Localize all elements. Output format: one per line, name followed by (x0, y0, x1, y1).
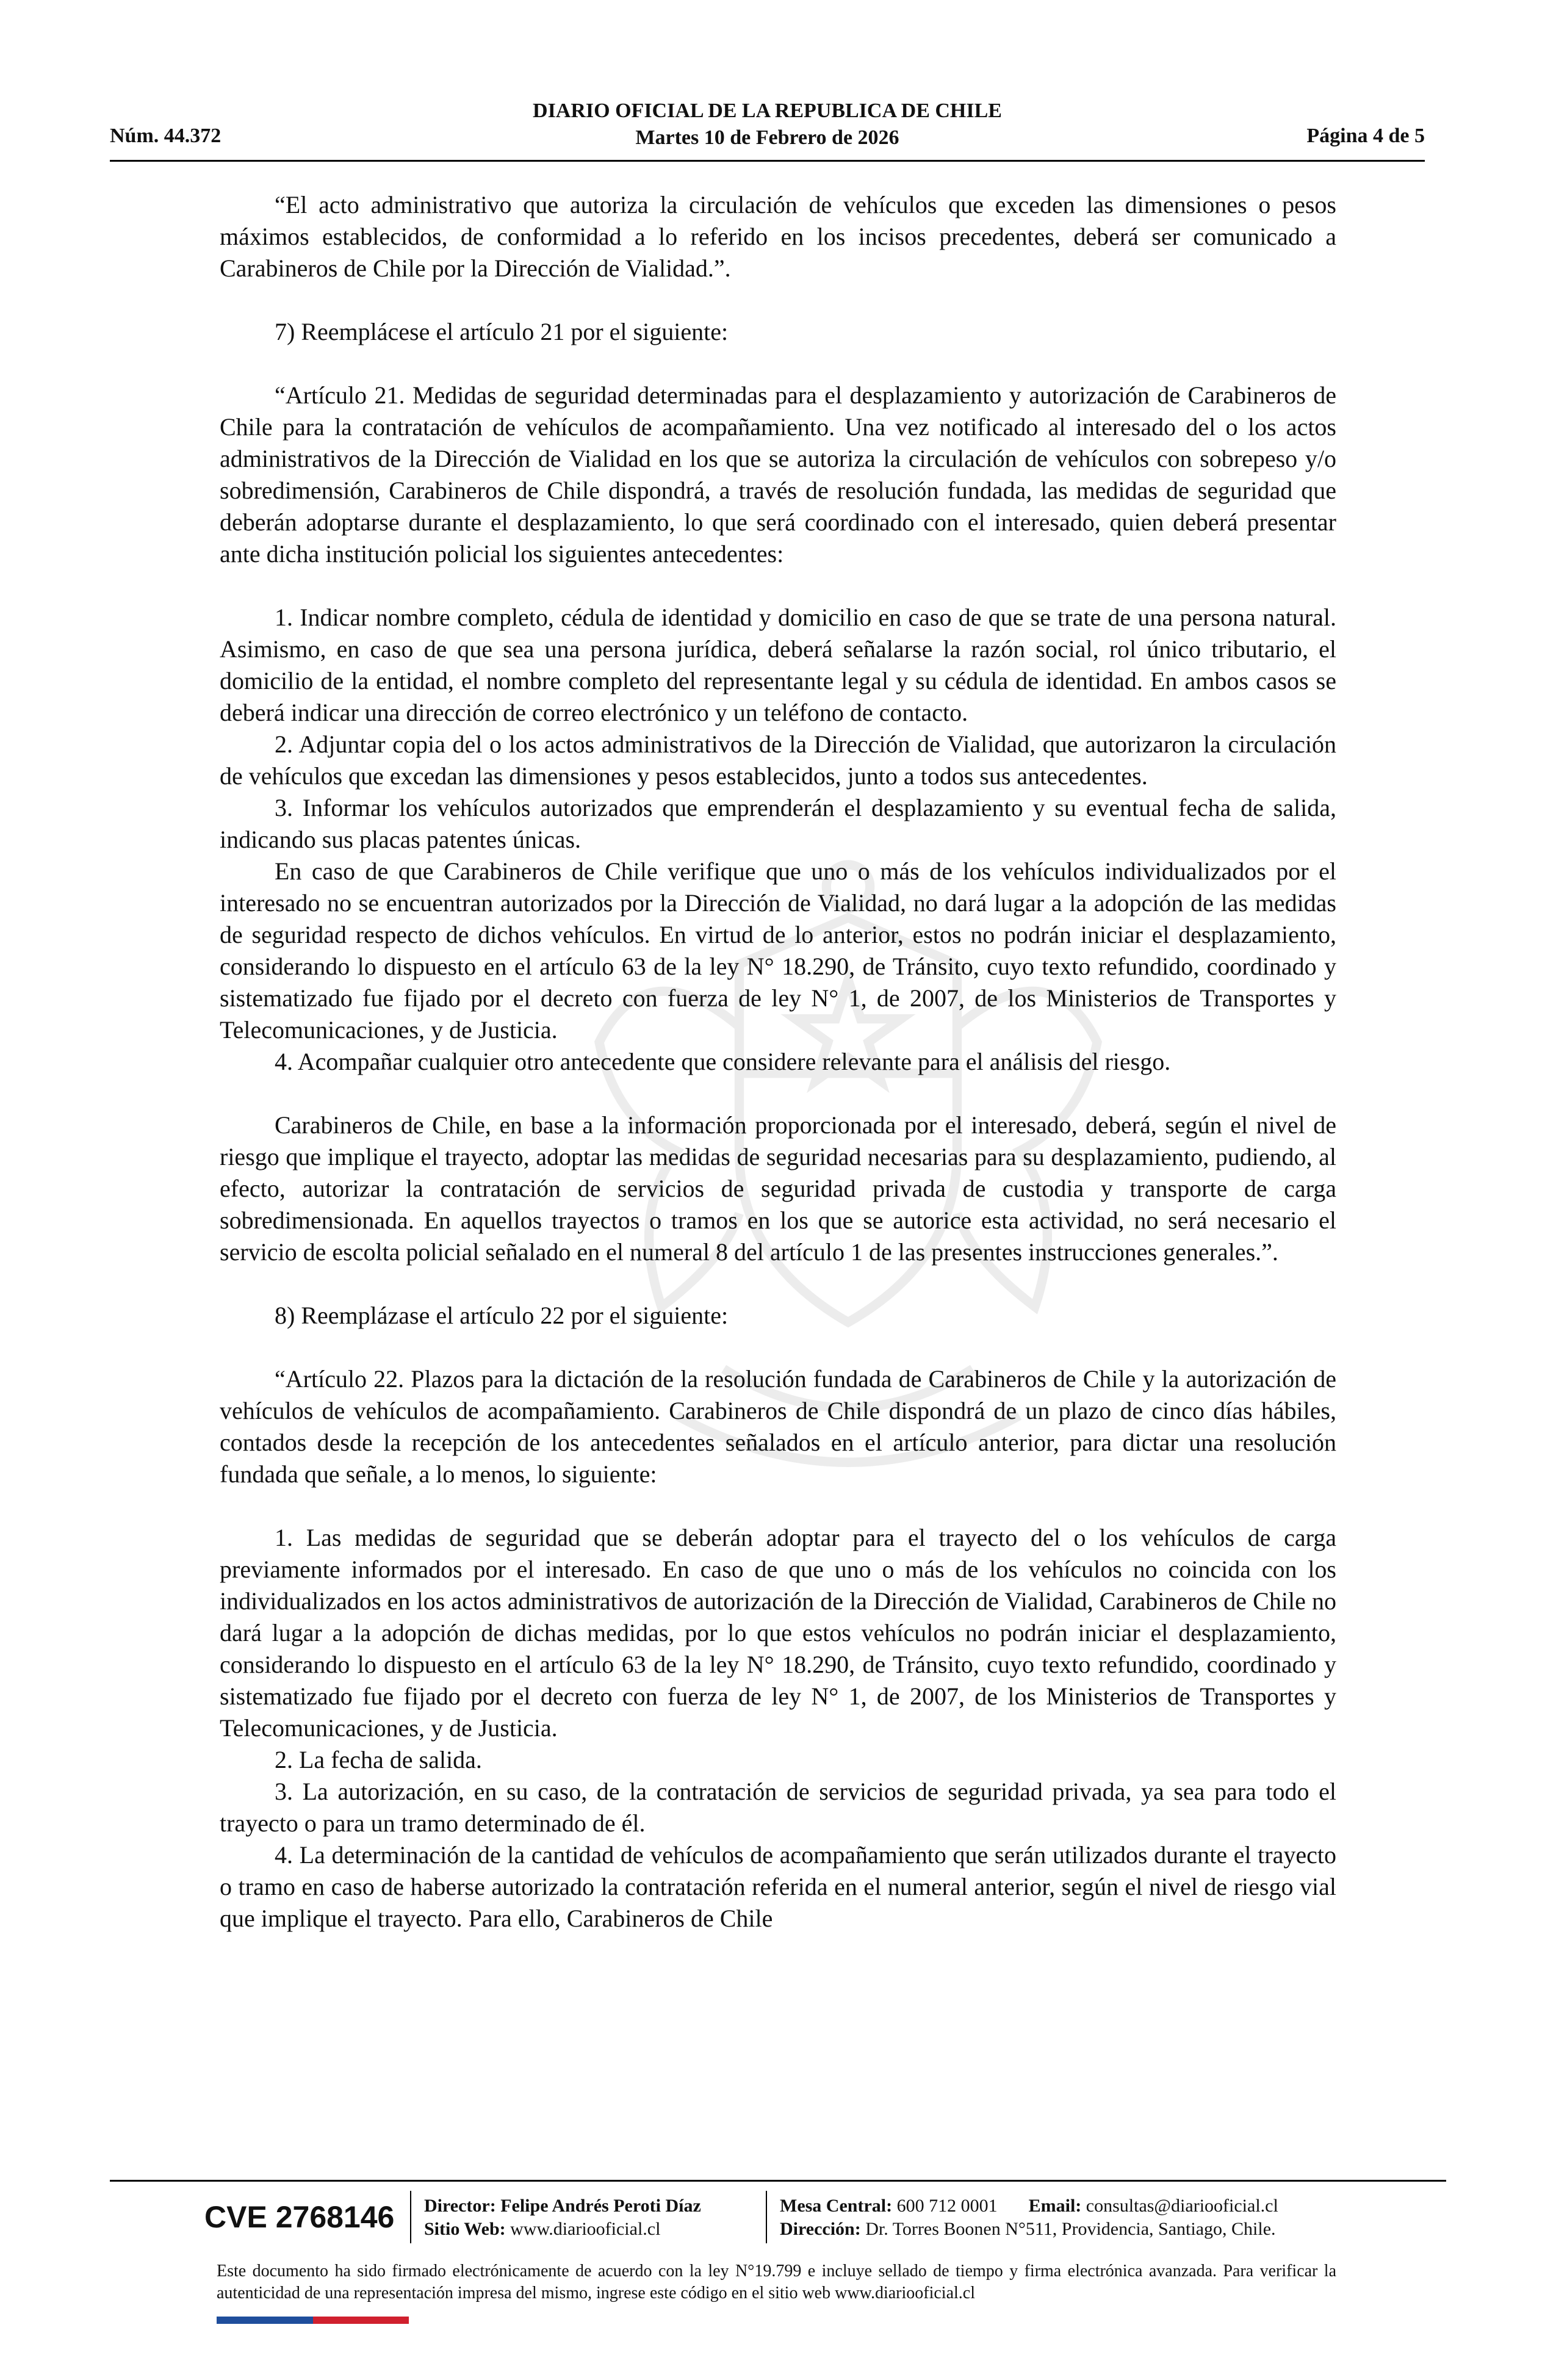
paragraph: “El acto administrativo que autoriza la circulación de vehículos que exceden las dimensiones o pesos máximos establecidos, de conformidad a lo referido en los incisos precedentes, deberá ser comunicado a Carabineros de Chile por la Dirección de Vialidad.”. (220, 191, 1336, 282)
page-header (110, 92, 1425, 160)
address-label: Dirección: (780, 2219, 861, 2239)
paragraph: 8) Reemplázase el artículo 22 por el siguiente: (275, 1302, 729, 1329)
list-item: 1. Las medidas de seguridad que se deberán adoptar para el trayecto del o los vehículos de carga previamente informados por el interesado. En caso de que uno o más de los vehículos no coincida con los individualizados en los actos administrativos de autorización de la Dirección de Vialidad, Carabineros de Chile no dará lugar a la adopción de dichas medidas, por lo que estos vehículos no podrán iniciar el desplazamiento, considerando lo dispuesto en el artículo 63 de la ley N° 18.290, de Tránsito, cuyo texto refundido, coordinado y sistematizado fue fijado por el decreto con fuerza de ley N° 1, de 2007, de los Ministerios de Transportes y Telecomunicaciones, y de Justicia. (220, 1524, 1336, 1742)
stripe-blue (217, 2317, 313, 2324)
list-item: 1. Indicar nombre completo, cédula de identidad y domicilio en caso de que se trate de una persona natural. Asimismo, en caso de que sea una persona jurídica, deberá señalarse la razón social, rol único tributario, el domicilio de la entidad, el nombre completo del representante legal y su cédula de identidad. En ambos casos se deberá indicar una dirección de correo electrónico y un teléfono de contacto. (220, 604, 1336, 726)
publication-title: DIARIO OFICIAL DE LA REPUBLICA DE CHILE (533, 99, 1002, 122)
footer-separator (766, 2191, 767, 2243)
list-item: 4. Acompañar cualquier otro antecedente que considere relevante para el análisis del riesgo. (275, 1048, 1171, 1075)
list-item: 4. La determinación de la cantidad de vehículos de acompañamiento que serán utilizados durante el trayecto o tramo en caso de haberse autorizado la contratación referida en el numeral anterior, según el nivel de riesgo vial que implique el trayecto. Para ello, Carabineros de Chile (220, 1841, 1336, 1932)
paragraph: “Artículo 21. Medidas de seguridad determinadas para el desplazamiento y autorización de Carabineros de Chile para la contratación de vehículos de acompañamiento. Una vez notificado al interesado del o los actos administrativos de la Dirección de Vialidad en los que se autoriza la circulación de vehículos con sobrepeso y/o sobredimensión, Carabineros de Chile dispondrá, a través de resolución fundada, las medidas de seguridad que deberán adoptarse durante el desplazamiento, lo que será coordinado con el interesado, quien deberá presentar ante dicha institución policial los siguientes antecedentes: (220, 381, 1336, 568)
flag-stripe (217, 2317, 409, 2324)
publication-date: Martes 10 de Febrero de 2026 (635, 126, 899, 149)
list-item: 3. La autorización, en su caso, de la contratación de servicios de seguridad privada, ya sea para todo el trayecto o para un tramo determinado de él. (220, 1778, 1336, 1837)
email-label: Email: (1028, 2196, 1082, 2216)
list-item: 2. Adjuntar copia del o los actos administrativos de la Dirección de Vialidad, que autorizaron la circulación de vehículos que excedan las dimensiones y pesos establecidos, junto a todos sus antecedentes. (220, 730, 1336, 790)
website-label: Sitio Web: (424, 2219, 506, 2239)
header-center (110, 98, 1425, 151)
paragraph: Carabineros de Chile, en base a la información proporcionada por el interesado, deberá, según el nivel de riesgo que implique el trayecto, adoptar las medidas de seguridad necesarias para su desplazamiento, pudiendo, al efecto, autorizar la contratación de servicios de seguridad privada de custodia y transporte de carga sobredimensionada. En aquellos trayectos o tramos en los que se autorice esta actividad, no será necesario el servicio de escolta policial señalado en el numeral 8 del artículo 1 de las presentes instrucciones generales.”. (220, 1111, 1336, 1266)
director-name: Felipe Andrés Peroti Díaz (500, 2196, 701, 2216)
list-item: 2. La fecha de salida. (275, 1746, 482, 1773)
paragraph: En caso de que Carabineros de Chile verifique que uno o más de los vehículos individualizados por el interesado no se encuentran autorizados por la Dirección de Vialidad, no dará lugar a la adopción de las medidas de seguridad respecto de dichos vehículos. En virtud de lo anterior, estos no podrán iniciar el desplazamiento, considerando lo dispuesto en el artículo 63 de la ley N° 18.290, de Tránsito, cuyo texto refundido, coordinado y sistematizado fue fijado por el decreto con fuerza de ley N° 1, de 2007, de los Ministerios de Transportes y Telecomunicaciones, y de Justicia. (220, 857, 1336, 1044)
cve-code: CVE 2768146 (204, 2200, 395, 2234)
footer-contact-block (780, 2194, 1278, 2241)
page-number: Página 4 de 5 (1306, 124, 1425, 147)
list-item: 3. Informar los vehículos autorizados que emprenderán el desplazamiento y su eventual fecha de salida, indicando sus placas patentes únicas. (220, 794, 1336, 853)
address: Dr. Torres Boonen N°511, Providencia, Santiago, Chile. (865, 2219, 1276, 2239)
stripe-red (313, 2317, 409, 2324)
mesa-phone: 600 712 0001 (896, 2196, 998, 2216)
website-link[interactable]: www.diariooficial.cl (510, 2219, 661, 2239)
director-label: Director: (424, 2196, 496, 2216)
signature-note: Este documento ha sido firmado electrónicamente de acuerdo con la ley N°19.799 e incluye sellado de tiempo y firma electrónica avanzada. Para verificar la autenticidad de una representación impresa del mismo, ingrese este código en el sitio web www.diariooficial.cl (217, 2262, 1336, 2302)
issue-number: Núm. 44.372 (110, 124, 222, 147)
paragraph: 7) Reemplácese el artículo 21 por el siguiente: (275, 318, 729, 345)
footer-divider (110, 2180, 1446, 2182)
footer-director-block (424, 2194, 701, 2241)
document-body (220, 189, 1336, 1935)
mesa-label: Mesa Central: (780, 2196, 893, 2216)
header-divider (110, 160, 1425, 162)
paragraph: “Artículo 22. Plazos para la dictación de la resolución fundada de Carabineros de Chile y la autorización de vehículos de vehículos de acompañamiento. Carabineros de Chile dispondrá de un plazo de cinco días hábiles, contados desde la recepción de los antecedentes señalados en el artículo anterior, para dictar una resolución fundada que señale, a lo menos, lo siguiente: (220, 1365, 1336, 1488)
footer-separator (410, 2191, 411, 2243)
email-link[interactable]: consultas@diariooficial.cl (1086, 2196, 1278, 2216)
